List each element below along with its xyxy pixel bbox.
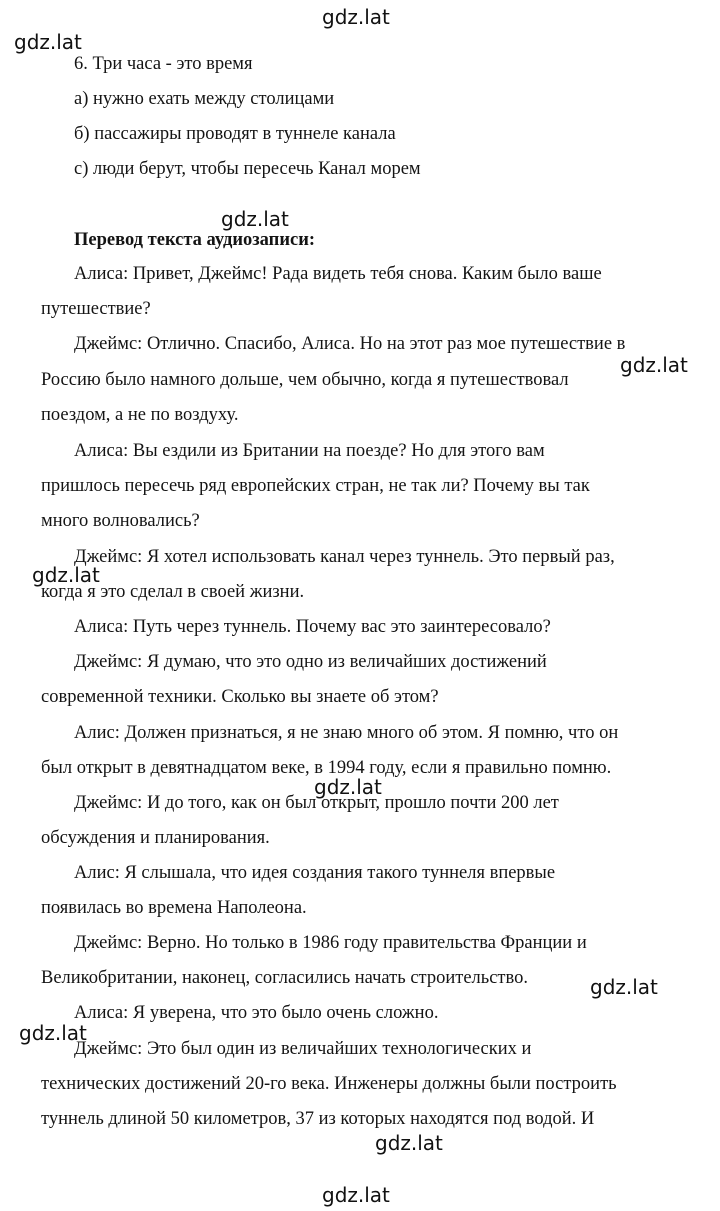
transcript-line: Алис: Должен признаться, я не знаю много об этом. Я помню, что он <box>74 723 619 743</box>
transcript-line: Алис: Я слышала, что идея создания такого туннеля впервые <box>74 863 556 883</box>
transcript-line: Алиса: Я уверена, что это было очень сложно. <box>74 1003 439 1023</box>
option-a: а) нужно ехать между столицами <box>74 89 335 109</box>
watermark: gdz.lat <box>590 975 658 999</box>
transcript-line: Великобритании, наконец, согласились начать строительство. <box>41 968 528 988</box>
transcript-line: Джеймс: Я хотел использовать канал через туннель. Это первый раз, <box>74 547 615 567</box>
transcript-line: Алиса: Привет, Джеймс! Рада видеть тебя снова. Каким было ваше <box>74 264 602 284</box>
transcript-line: современной техники. Сколько вы знаете об этом? <box>41 687 439 707</box>
watermark: gdz.lat <box>32 563 100 587</box>
watermark: gdz.lat <box>19 1021 87 1045</box>
transcript-line: Россию было намного дольше, чем обычно, когда я путешествовал <box>41 370 569 390</box>
transcript-line: Джеймс: И до того, как он был открыт, прошло почти 200 лет <box>74 793 559 813</box>
transcript-line: Джеймс: Это был один из величайших технологических и <box>74 1039 532 1059</box>
transcript-line: технических достижений 20-го века. Инженеры должны были построить <box>41 1074 617 1094</box>
transcript-line: поездом, а не по воздуху. <box>41 405 239 425</box>
transcript-line: путешествие? <box>41 299 151 319</box>
transcript-line: Джеймс: Верно. Но только в 1986 году правительства Франции и <box>74 933 587 953</box>
transcript-line: туннель длиной 50 километров, 37 из которых находятся под водой. И <box>41 1109 595 1129</box>
transcript-line: когда я это сделал в своей жизни. <box>41 582 305 602</box>
transcript-heading: Перевод текста аудиозаписи: <box>74 230 316 250</box>
transcript-line: появилась во времена Наполеона. <box>41 898 307 918</box>
watermark: gdz.lat <box>375 1131 443 1155</box>
transcript-line: много волновались? <box>41 511 200 531</box>
option-b: б) пассажиры проводят в туннеле канала <box>74 124 396 144</box>
transcript-line: был открыт в девятнадцатом веке, в 1994 году, если я правильно помню. <box>41 758 612 778</box>
watermark: gdz.lat <box>322 1183 390 1207</box>
transcript-line: обсуждения и планирования. <box>41 828 270 848</box>
transcript-line: Алиса: Путь через туннель. Почему вас это заинтересовало? <box>74 617 551 637</box>
watermark: gdz.lat <box>221 207 289 231</box>
watermark: gdz.lat <box>314 775 382 799</box>
transcript-line: Джеймс: Отлично. Спасибо, Алиса. Но на этот раз мое путешествие в <box>74 334 626 354</box>
option-c: с) люди берут, чтобы пересечь Канал морем <box>74 159 421 179</box>
transcript-line: пришлось пересечь ряд европейских стран, не так ли? Почему вы так <box>41 476 590 496</box>
transcript-line: Джеймс: Я думаю, что это одно из величайших достижений <box>74 652 547 672</box>
watermark: gdz.lat <box>14 30 82 54</box>
watermark: gdz.lat <box>322 5 390 29</box>
transcript-line: Алиса: Вы ездили из Британии на поезде? Но для этого вам <box>74 441 545 461</box>
question-stem: 6. Три часа - это время <box>74 54 253 74</box>
watermark: gdz.lat <box>620 353 688 377</box>
